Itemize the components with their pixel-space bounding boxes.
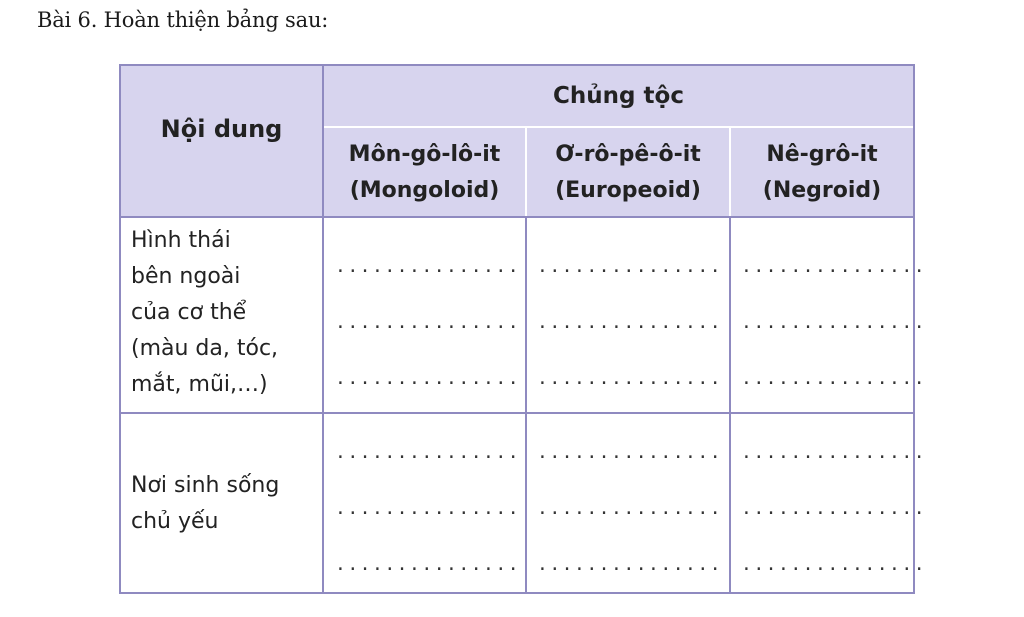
- blank-line[interactable]: ...............: [537, 498, 723, 519]
- race-name: Nê-grô-it: [766, 142, 878, 167]
- race-table: [119, 64, 927, 594]
- row-label-line: mắt, mũi,…): [131, 372, 268, 397]
- row-label-line: của cơ thể: [131, 300, 247, 325]
- blank-line[interactable]: ...............: [335, 498, 521, 519]
- blank-line[interactable]: ...............: [741, 554, 927, 575]
- blank-line[interactable]: ...............: [741, 442, 927, 463]
- blank-line[interactable]: ...............: [741, 312, 927, 333]
- race-latin-name: (Mongoloid): [349, 178, 500, 203]
- row-label-appearance: [131, 223, 278, 403]
- blank-line[interactable]: ...............: [335, 368, 521, 389]
- race-name: Môn-gô-lô-it: [348, 142, 501, 167]
- blank-line[interactable]: ...............: [741, 256, 927, 277]
- blank-line[interactable]: ...............: [537, 256, 723, 277]
- row-label-line: chủ yếu: [131, 509, 219, 534]
- blank-line[interactable]: ...............: [335, 312, 521, 333]
- blank-line[interactable]: ...............: [537, 554, 723, 575]
- blank-line[interactable]: ...............: [537, 442, 723, 463]
- blank-line[interactable]: ...............: [335, 554, 521, 575]
- row-divider: [121, 412, 913, 414]
- header-divider: [121, 216, 913, 218]
- race-latin-name: (Negroid): [762, 178, 882, 203]
- column-divider: [525, 218, 527, 592]
- race-name: Ơ-rô-pê-ô-it: [555, 142, 701, 167]
- race-latin-name: (Europeoid): [555, 178, 701, 203]
- row-label-habitat: [131, 468, 279, 540]
- row-label-line: bên ngoài: [131, 264, 241, 289]
- blank-line[interactable]: ...............: [537, 312, 723, 333]
- blank-line[interactable]: ...............: [335, 442, 521, 463]
- header-race-mongoloid: [324, 128, 527, 218]
- blank-line[interactable]: ...............: [741, 498, 927, 519]
- row-label-line: Nơi sinh sống: [131, 473, 280, 498]
- header-race-group: Chủng tộc: [324, 66, 913, 128]
- blank-line[interactable]: ...............: [741, 368, 927, 389]
- header-race-negroid: [731, 128, 913, 218]
- blank-line[interactable]: ...............: [335, 256, 521, 277]
- row-label-line: (màu da, tóc,: [131, 336, 279, 361]
- row-label-line: Hình thái: [131, 228, 231, 253]
- exercise-title: Bài 6. Hoàn thiện bảng sau:: [37, 8, 329, 32]
- column-divider: [322, 218, 324, 592]
- blank-line[interactable]: ...............: [537, 368, 723, 389]
- column-divider: [729, 218, 731, 592]
- header-race-europeoid: [527, 128, 731, 218]
- header-content: Nội dung: [121, 66, 324, 218]
